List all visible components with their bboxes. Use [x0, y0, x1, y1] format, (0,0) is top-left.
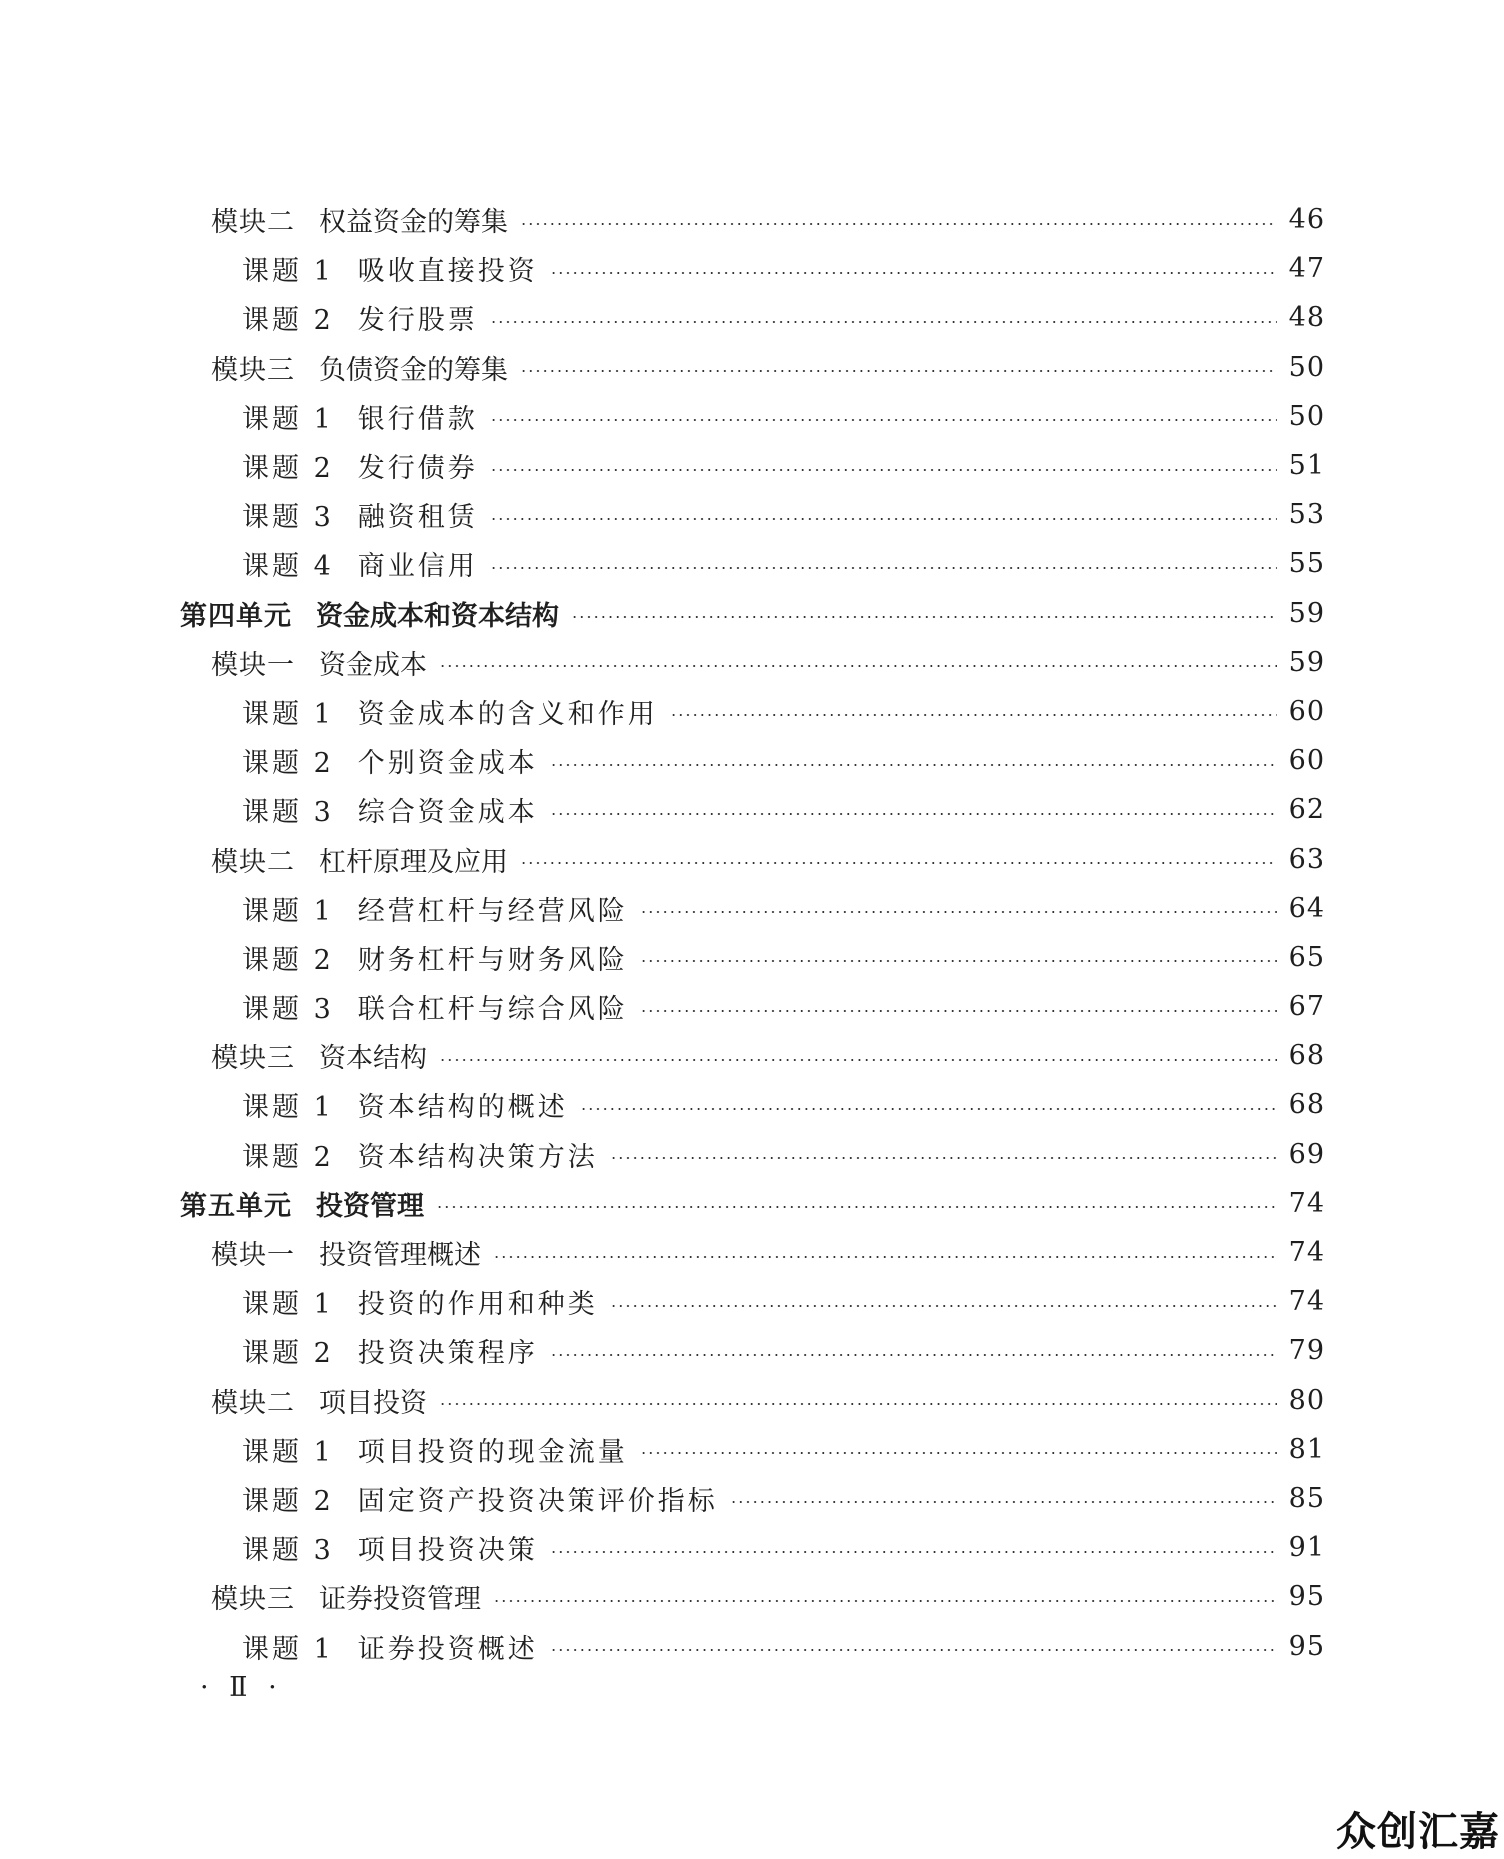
toc-entry-title: 联合杠杆与综合风险 — [357, 994, 628, 1026]
toc-entry-number: 课题 2 — [242, 944, 334, 976]
toc-entry-page: 85 — [1288, 1482, 1325, 1514]
toc-entry-number: 课题 2 — [242, 305, 334, 337]
toc-entry-title: 杠杆原理及应用 — [319, 846, 508, 878]
toc-entry-number: 课题 2 — [242, 1141, 334, 1173]
toc-entry-number: 课题 2 — [242, 1338, 334, 1370]
toc-entry-title: 发行债券 — [357, 453, 478, 485]
toc-entry-label — [242, 790, 550, 829]
table-of-contents — [180, 195, 1325, 1671]
toc-entry-lesson — [180, 687, 1325, 736]
toc-entry-page: 80 — [1288, 1384, 1325, 1416]
page-number: · Ⅱ · — [200, 1672, 283, 1703]
toc-entry-lesson — [180, 1277, 1325, 1326]
toc-entry-label — [242, 1135, 610, 1174]
toc-entry-label — [211, 1036, 439, 1075]
toc-entry-label — [242, 249, 550, 288]
toc-entry-number: 第五单元 — [180, 1190, 292, 1222]
toc-entry-title: 资本结构的概述 — [357, 1092, 568, 1124]
toc-entry-page: 64 — [1288, 892, 1325, 924]
toc-entry-number: 课题 1 — [242, 1092, 334, 1124]
dot-leader — [730, 1501, 1277, 1503]
toc-entry-label — [242, 1085, 580, 1124]
toc-entry-title: 权益资金的筹集 — [319, 207, 508, 239]
toc-entry-lesson — [180, 1474, 1325, 1523]
dot-leader — [640, 960, 1277, 962]
toc-entry-label — [242, 1430, 640, 1469]
toc-entry-title: 投资的作用和种类 — [357, 1289, 598, 1321]
toc-entry-title: 资金成本的含义和作用 — [357, 698, 658, 730]
toc-entry-number: 模块三 — [211, 354, 295, 386]
dot-leader — [436, 1206, 1277, 1208]
toc-entry-number: 模块二 — [211, 207, 295, 239]
toc-entry-label — [180, 1184, 436, 1223]
toc-entry-label — [242, 298, 490, 337]
toc-entry-number: 模块一 — [211, 1240, 295, 1272]
toc-entry-page: 59 — [1288, 646, 1325, 678]
toc-entry-number: 课题 3 — [242, 502, 334, 534]
dot-leader — [550, 813, 1277, 815]
toc-entry-label — [242, 397, 490, 436]
toc-entry-page: 60 — [1288, 745, 1325, 777]
toc-entry-title: 投资决策程序 — [357, 1338, 538, 1370]
toc-entry-number: 课题 2 — [242, 1485, 334, 1517]
dot-leader — [490, 419, 1277, 421]
dot-leader — [640, 911, 1277, 913]
toc-entry-title: 吸收直接投资 — [357, 256, 538, 288]
toc-entry-label — [242, 987, 640, 1026]
toc-entry-page: 48 — [1288, 302, 1325, 334]
toc-entry-number: 课题 1 — [242, 403, 334, 435]
toc-entry-page: 47 — [1288, 253, 1325, 285]
toc-entry-number: 课题 1 — [242, 1289, 334, 1321]
toc-entry-page: 79 — [1288, 1335, 1325, 1367]
toc-entry-lesson — [180, 736, 1325, 785]
toc-entry-page: 46 — [1288, 204, 1325, 236]
toc-entry-label — [211, 348, 520, 387]
toc-entry-lesson — [180, 785, 1325, 834]
toc-entry-page: 81 — [1288, 1433, 1325, 1465]
toc-entry-page: 62 — [1288, 794, 1325, 826]
dot-leader — [550, 764, 1277, 766]
toc-entry-number: 课题 2 — [242, 453, 334, 485]
toc-entry-page: 68 — [1288, 1089, 1325, 1121]
toc-entry-title: 项目投资的现金流量 — [357, 1436, 628, 1468]
toc-entry-label — [242, 692, 670, 731]
dot-leader — [550, 1649, 1277, 1651]
toc-entry-lesson — [180, 982, 1325, 1031]
toc-entry-page: 51 — [1288, 450, 1325, 482]
dot-leader — [550, 1354, 1277, 1356]
dot-leader — [580, 1108, 1277, 1110]
toc-entry-number: 模块二 — [211, 846, 295, 878]
toc-entry-title: 资本结构决策方法 — [357, 1141, 598, 1173]
toc-entry-label — [242, 1331, 550, 1370]
toc-entry-page: 60 — [1288, 695, 1325, 727]
toc-entry-title: 发行股票 — [357, 305, 478, 337]
toc-entry-module — [180, 834, 1325, 883]
dot-leader — [439, 1059, 1277, 1061]
toc-entry-label — [242, 1528, 550, 1567]
dot-leader — [490, 567, 1277, 569]
watermark-logo: 众创汇嘉 — [1336, 1809, 1500, 1855]
toc-entry-label — [242, 544, 490, 583]
toc-entry-module — [180, 1376, 1325, 1425]
toc-entry-title: 证券投资概述 — [357, 1633, 538, 1665]
toc-entry-label — [242, 1479, 730, 1518]
toc-entry-label — [242, 446, 490, 485]
dot-leader — [439, 665, 1277, 667]
toc-entry-label — [242, 1282, 610, 1321]
toc-entry-page: 63 — [1288, 843, 1325, 875]
toc-entry-page: 59 — [1288, 597, 1325, 629]
dot-leader — [571, 616, 1277, 618]
toc-entry-title: 银行借款 — [357, 403, 478, 435]
toc-entry-lesson — [180, 1080, 1325, 1129]
toc-entry-page: 55 — [1288, 548, 1325, 580]
toc-entry-label — [211, 643, 439, 682]
dot-leader — [610, 1305, 1277, 1307]
toc-entry-unit — [180, 1179, 1325, 1228]
toc-entry-number: 课题 1 — [242, 895, 334, 927]
toc-entry-page: 65 — [1288, 941, 1325, 973]
toc-entry-title: 项目投资 — [319, 1387, 427, 1419]
toc-entry-title: 综合资金成本 — [357, 797, 538, 829]
toc-entry-lesson — [180, 1326, 1325, 1375]
toc-entry-number: 课题 1 — [242, 698, 334, 730]
toc-entry-lesson — [180, 539, 1325, 588]
toc-entry-number: 模块三 — [211, 1584, 295, 1616]
toc-entry-page: 53 — [1288, 499, 1325, 531]
dot-leader — [640, 1010, 1277, 1012]
toc-entry-title: 投资管理概述 — [319, 1240, 481, 1272]
dot-leader — [520, 862, 1277, 864]
toc-entry-number: 模块二 — [211, 1387, 295, 1419]
toc-entry-lesson — [180, 1425, 1325, 1474]
toc-entry-number: 课题 2 — [242, 748, 334, 780]
toc-entry-page: 91 — [1288, 1532, 1325, 1564]
toc-entry-title: 个别资金成本 — [357, 748, 538, 780]
toc-entry-label — [242, 741, 550, 780]
dot-leader — [490, 518, 1277, 520]
toc-entry-label — [242, 938, 640, 977]
toc-entry-module — [180, 638, 1325, 687]
toc-entry-label — [242, 495, 490, 534]
toc-entry-module — [180, 343, 1325, 392]
dot-leader — [550, 272, 1277, 274]
toc-entry-page: 95 — [1288, 1630, 1325, 1662]
toc-entry-number: 课题 3 — [242, 994, 334, 1026]
toc-entry-page: 74 — [1288, 1237, 1325, 1269]
toc-entry-lesson — [180, 933, 1325, 982]
toc-entry-number: 模块一 — [211, 649, 295, 681]
toc-entry-number: 第四单元 — [180, 600, 292, 632]
toc-entry-lesson — [180, 244, 1325, 293]
toc-entry-title: 证券投资管理 — [319, 1584, 481, 1616]
toc-entry-title: 资金成本 — [319, 649, 427, 681]
dot-leader — [490, 321, 1277, 323]
dot-leader — [670, 714, 1277, 716]
dot-leader — [493, 1600, 1277, 1602]
toc-entry-title: 财务杠杆与财务风险 — [357, 944, 628, 976]
dot-leader — [490, 469, 1277, 471]
toc-entry-module — [180, 1228, 1325, 1277]
toc-entry-title: 商业信用 — [357, 551, 478, 583]
toc-entry-number: 课题 1 — [242, 1633, 334, 1665]
toc-entry-title: 固定资产投资决策评价指标 — [357, 1485, 718, 1517]
toc-entry-title: 投资管理 — [316, 1190, 424, 1222]
toc-entry-page: 68 — [1288, 1040, 1325, 1072]
toc-entry-label — [211, 1577, 493, 1616]
toc-entry-title: 资金成本和资本结构 — [316, 600, 559, 632]
toc-entry-number: 课题 1 — [242, 256, 334, 288]
toc-entry-title: 融资租赁 — [357, 502, 478, 534]
dot-leader — [520, 223, 1277, 225]
toc-entry-number: 课题 3 — [242, 797, 334, 829]
dot-leader — [640, 1452, 1277, 1454]
toc-entry-page: 67 — [1288, 991, 1325, 1023]
toc-entry-lesson — [180, 490, 1325, 539]
toc-entry-number: 课题 4 — [242, 551, 334, 583]
toc-entry-lesson — [180, 392, 1325, 441]
toc-entry-lesson — [180, 884, 1325, 933]
dot-leader — [550, 1551, 1277, 1553]
toc-entry-module — [180, 1031, 1325, 1080]
toc-entry-lesson — [180, 1523, 1325, 1572]
toc-entry-label — [211, 200, 520, 239]
toc-entry-page: 95 — [1288, 1581, 1325, 1613]
dot-leader — [520, 370, 1277, 372]
toc-entry-page: 50 — [1288, 351, 1325, 383]
toc-entry-lesson — [180, 1621, 1325, 1670]
toc-entry-title: 负债资金的筹集 — [319, 354, 508, 386]
toc-entry-module — [180, 1572, 1325, 1621]
toc-entry-title: 资本结构 — [319, 1043, 427, 1075]
toc-entry-page: 74 — [1288, 1286, 1325, 1318]
toc-entry-label — [242, 1627, 550, 1666]
toc-entry-lesson — [180, 1130, 1325, 1179]
toc-entry-page: 69 — [1288, 1138, 1325, 1170]
toc-entry-lesson — [180, 441, 1325, 490]
toc-entry-unit — [180, 589, 1325, 638]
toc-entry-label — [211, 1381, 439, 1420]
toc-entry-page: 50 — [1288, 400, 1325, 432]
toc-entry-page: 74 — [1288, 1187, 1325, 1219]
dot-leader — [493, 1256, 1277, 1258]
toc-entry-number: 模块三 — [211, 1043, 295, 1075]
toc-entry-number: 课题 1 — [242, 1436, 334, 1468]
toc-entry-title: 经营杠杆与经营风险 — [357, 895, 628, 927]
toc-entry-label — [211, 840, 520, 879]
toc-entry-label — [180, 594, 571, 633]
toc-entry-title: 项目投资决策 — [357, 1535, 538, 1567]
dot-leader — [610, 1157, 1277, 1159]
toc-entry-module — [180, 195, 1325, 244]
dot-leader — [439, 1403, 1277, 1405]
toc-entry-number: 课题 3 — [242, 1535, 334, 1567]
toc-entry-label — [242, 889, 640, 928]
toc-entry-label — [211, 1233, 493, 1272]
toc-entry-lesson — [180, 293, 1325, 342]
